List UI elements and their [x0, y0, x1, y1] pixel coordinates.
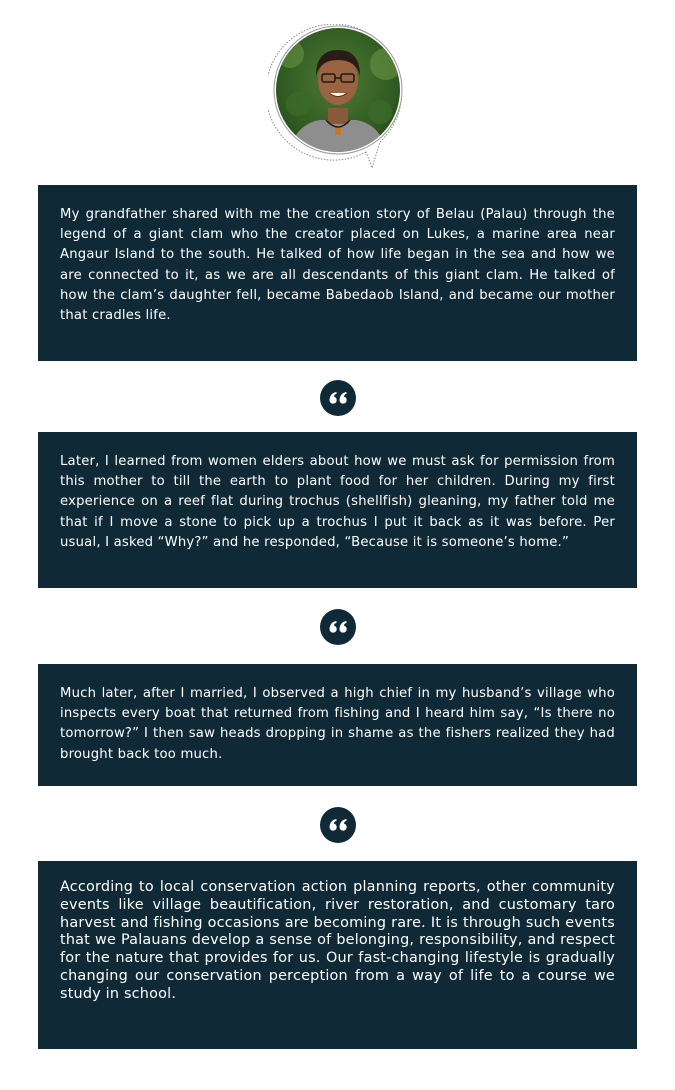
paragraph-text: Later, I learned from women elders about how we must ask for permission from this mother to till the earth to plant food for her children. During my first experience on a reef flat during trochus (shellfish) gleaning, my father told me that if I move a stone to pick up a trochus I put it back as it was before. Per usual, I asked “Why?” and he responded, “Because it is someone’s home.” [60, 454, 615, 550]
speech-bubble-portrait [268, 24, 408, 170]
story-paragraph-4 [38, 861, 637, 1049]
story-paragraph-2 [38, 432, 637, 588]
quote-icon [320, 807, 356, 843]
paragraph-text: My grandfather shared with me the creation story of Belau (Palau) through the legend of a giant clam who the creator placed on Lukes, a marine area near Angaur Island to the south. He talked of how life began in the sea and how we are connected to it, as we are all descendants of this giant clam. He talked of how the clam’s daughter fell, became Babedaob Island, and became our mother that cradles life. [60, 207, 615, 324]
paragraph-text: According to local conservation action planning reports, other community events like village beautification, river restoration, and customary taro harvest and fishing occasions are becoming rare. It is through such events that we Palauans develop a sense of belonging, responsibility, and respect for the nature that provides for us. Our fast-changing lifestyle is gradually changing our conservation perception from a way of life to a course we study in school. [60, 879, 615, 1002]
paragraph-text: Much later, after I married, I observed a high chief in my husband’s village who inspects every boat that returned from fishing and I heard him say, “Is there no tomorrow?” I then saw heads dropping in shame as the fishers realized they had brought back too much. [60, 686, 615, 762]
story-paragraph-3 [38, 664, 637, 786]
quote-icon [320, 380, 356, 416]
quote-icon [320, 609, 356, 645]
avatar [268, 24, 408, 170]
story-paragraph-1 [38, 185, 637, 361]
